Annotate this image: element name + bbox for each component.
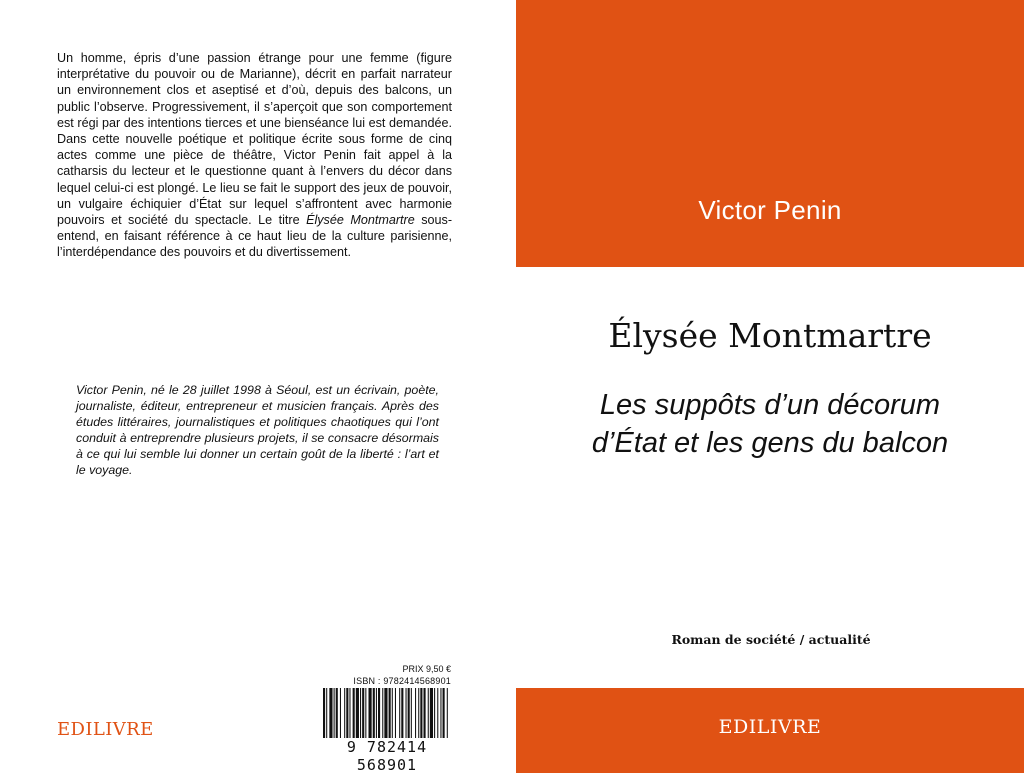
bottom-color-band xyxy=(516,688,1024,773)
barcode-digits: 9 782414 568901 xyxy=(346,738,428,774)
book-subtitle xyxy=(556,386,984,462)
isbn-label: ISBN : 9782414568901 xyxy=(353,676,451,686)
blurb-title-italic: Élysée Montmartre xyxy=(306,213,415,228)
author-name: Victor Penin xyxy=(698,195,842,225)
back-cover-blurb xyxy=(57,50,452,261)
book-title: Élysée Montmartre xyxy=(608,316,932,355)
blurb-text-1: Un homme, épris d’une passion étrange pour une femme (figure interprétative du pouvoir ou de Marianne), décrit en parfait narrateur un environnement clos et aseptisé et d’où, depuis des balcons, un public l’observe. Progressivement, il s’aperçoit que son comportement est régi par des intentions tierces et une bienséance lui est demandée. Dans cette nouvelle poétique et politique écrite sous forme de cinq actes comme une pièce de théâtre, Victor Penin fait appel à la catharsis du lecteur et le questionne quant à l’envers du décor dans lequel celui-ci est plongé. Le lieu se fait le support des jeux de pouvoir, un vulgaire échiquier d’État sur lequel s’affrontent avec harmonie pouvoirs et société du spectacle. Le titre xyxy=(57,51,452,228)
publisher-logo-front: EDILIVRE xyxy=(718,716,822,738)
publisher-logo-back: EDILIVRE xyxy=(57,719,154,740)
barcode-icon xyxy=(323,688,451,738)
genre-label: Roman de société / actualité xyxy=(671,632,871,647)
author-bio: Victor Penin, né le 28 juillet 1998 à Séoul, est un écrivain, poète, journaliste, éditeur, entrepreneur et musicien français. Après des études littéraires, journalistiques et politiques chaotiques qui l’ont conduit à entreprendre plusieurs projets, il se consacre désormais à ce qui lui semble lui donner un certain goût de la liberté : l’art et le voyage. xyxy=(76,383,439,477)
blurb-text-2: sous-entend, en faisant référence à ce haut lieu de la culture parisienne, l’interdépendance des pouvoirs et du divertissement. xyxy=(57,213,453,260)
top-color-band xyxy=(516,0,1024,267)
subtitle-line-1: Les suppôts d’un décorum xyxy=(599,389,941,421)
subtitle-line-2: d’État et les gens du balcon xyxy=(591,427,949,459)
price-label: PRIX 9,50 € xyxy=(402,664,451,674)
front-cover xyxy=(516,0,1024,773)
